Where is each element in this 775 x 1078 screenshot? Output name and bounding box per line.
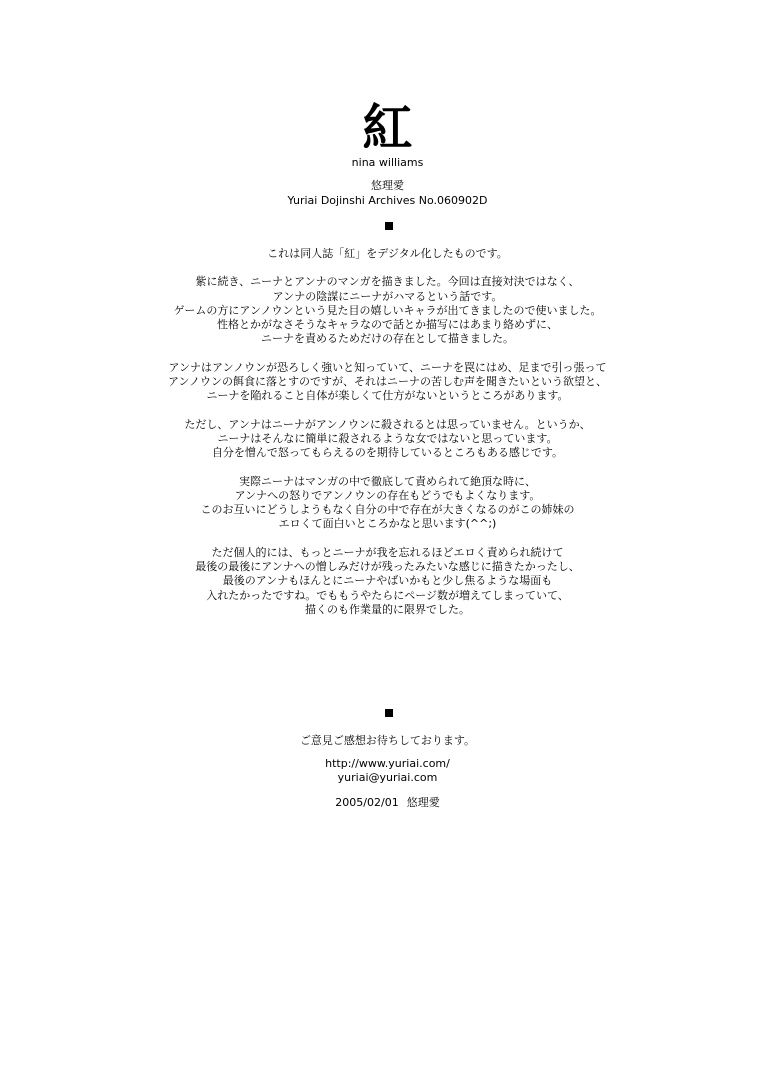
text-line: これは同人誌「紅」をデジタル化したものです。 <box>267 247 508 260</box>
text-line: このお互いにどうしようもなく自分の中で存在が大きくなるのがこの姉妹の <box>200 503 575 517</box>
signature: 悠理愛 <box>406 796 440 809</box>
afterword-text <box>0 247 775 631</box>
date: 2005/02/01 <box>335 796 399 809</box>
text-line: アンナへの怒りでアンノウンの存在もどうでもよくなります。 <box>234 488 541 502</box>
square-bullet-icon <box>385 222 393 230</box>
text-line: 実際ニーナはマンガの中で徹底して責められて絶頂な時に、 <box>239 474 536 488</box>
paragraph-5 <box>0 475 775 532</box>
paragraph-3 <box>0 361 775 404</box>
text-line: 紫に続き、ニーナとアンナのマンガを描きました。今回は直接対決ではなく、 <box>195 275 580 289</box>
text-line: 入れたかったですね。でももうやたらにページ数が増えてしまっていて、 <box>206 588 569 602</box>
paragraph-6 <box>0 546 775 617</box>
author-name: 悠理愛 <box>371 179 404 192</box>
paragraph-2 <box>0 275 775 346</box>
text-line: ただし、アンナはニーナがアンノウンに殺されるとは思っていません。というか、 <box>184 417 591 431</box>
website-url: http://www.yuriai.com/ <box>325 757 450 770</box>
text-line: 性格とかがなさそうなキャラなので話とか描写にはあまり絡めずに、 <box>217 318 558 332</box>
text-line: 自分を憎んで怒ってもらえるのを期待しているところもある感じです。 <box>211 446 564 460</box>
square-bullet-icon <box>385 709 393 717</box>
page-title: 紅 <box>362 99 413 157</box>
feedback-message: ご意見ご感想お待ちしております。 <box>299 734 476 747</box>
archive-number: Yuriai Dojinshi Archives No.060902D <box>287 194 488 207</box>
contact-email: yuriai@yuriai.com <box>337 771 438 784</box>
text-line: ゲームの方にアンノウンという見た目の嬉しいキャラが出てきましたので使いました。 <box>173 303 602 317</box>
text-line: アンナの陰謀にニーナがハマるという話です。 <box>272 289 503 303</box>
text-line: 最後のアンナもほんとにニーナやばいかもと少し焦るような場面も <box>222 574 553 588</box>
subtitle: nina williams <box>351 156 424 169</box>
paragraph-1 <box>0 247 775 261</box>
text-line: ニーナを陥れること自体が楽しくて仕方がないというところがあります。 <box>206 389 569 403</box>
text-line: ニーナはそんなに簡単に殺されるような女ではないと思っています。 <box>217 431 558 445</box>
text-line: アンノウンの餌食に落とすのですが、それはニーナの苦しむ声を聞きたいという欲望と、 <box>167 375 608 389</box>
text-line: エロくて面白いところかなと思います(^^;) <box>278 517 497 531</box>
paragraph-4 <box>0 418 775 461</box>
text-line: ただ個人的には、もっとニーナが我を忘れるほどエロく責められ続けて <box>211 545 564 559</box>
text-line: 最後の最後にアンナへの憎しみだけが残ったみたいな感じに描きたかったし、 <box>195 560 580 574</box>
text-line: 描くのも作業量的に限界でした。 <box>305 602 470 616</box>
date-signature <box>0 796 775 810</box>
text-line: ニーナを責めるためだけの存在として描きました。 <box>261 332 514 346</box>
text-line: アンナはアンノウンが恐ろしく強いと知っていて、ニーナを罠にはめ、足まで引っ張って <box>168 360 607 374</box>
